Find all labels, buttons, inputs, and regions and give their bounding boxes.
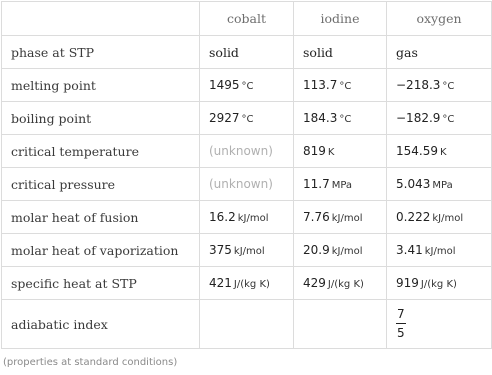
table-row-critical-temperature [2,135,492,168]
table-row-specific-heat [2,267,492,300]
unit: °C [241,81,254,92]
value: 5.043 [396,177,431,191]
column-header-iodine: iodine [294,2,387,36]
value: 1495 [209,78,240,92]
unit: °C [339,81,352,92]
value: 429 [303,276,326,290]
value: 16.2 [209,210,236,224]
cell-melting-oxygen [387,69,492,102]
fraction [396,307,406,340]
header-row [2,2,492,36]
cell-crit-temp-iodine [294,135,387,168]
unit: kJ/mol [331,246,363,257]
row-label-boiling-point: boiling point [2,102,200,135]
cell-melting-cobalt [200,69,294,102]
cell-crit-press-iodine [294,168,387,201]
cell-adiabatic-cobalt [200,300,294,349]
unknown-value: (unknown) [209,177,273,191]
table-row-melting-point [2,69,492,102]
unit: J/(kg K) [327,279,364,290]
unit: kJ/mol [432,213,464,224]
cell-adiabatic-oxygen [387,300,492,349]
cell-crit-press-oxygen [387,168,492,201]
value: 11.7 [303,177,330,191]
row-label-adiabatic-index: adiabatic index [2,300,200,349]
cell-specheat-iodine [294,267,387,300]
unknown-value: (unknown) [209,144,273,158]
value: 375 [209,243,232,257]
cell-vapor-cobalt [200,234,294,267]
unit: °C [339,114,352,125]
value: 919 [396,276,419,290]
table-row-phase [2,36,492,69]
value: −182.9 [396,111,441,125]
unit: °C [442,114,455,125]
value: 3.41 [396,243,423,257]
cell-boiling-oxygen [387,102,492,135]
table-row-adiabatic-index [2,300,492,349]
table-row-heat-of-fusion [2,201,492,234]
row-label-melting-point: melting point [2,69,200,102]
cell-adiabatic-iodine [294,300,387,349]
value: 113.7 [303,78,338,92]
corner-cell [2,2,200,36]
unit: kJ/mol [233,246,265,257]
cell-fusion-cobalt [200,201,294,234]
cell-specheat-cobalt [200,267,294,300]
unit: J/(kg K) [233,279,270,290]
cell-crit-temp-cobalt [200,135,294,168]
cell-fusion-oxygen [387,201,492,234]
cell-phase-iodine: solid [294,36,387,69]
unit: K [440,147,447,158]
cell-phase-cobalt: solid [200,36,294,69]
cell-boiling-cobalt [200,102,294,135]
cell-vapor-oxygen [387,234,492,267]
row-label-phase: phase at STP [2,36,200,69]
fraction-denominator: 5 [397,325,405,340]
unit: MPa [331,180,353,191]
cell-fusion-iodine [294,201,387,234]
fraction-numerator: 7 [396,307,406,324]
row-label-heat-of-vaporization: molar heat of vaporization [2,234,200,267]
column-header-cobalt: cobalt [200,2,294,36]
row-label-specific-heat: specific heat at STP [2,267,200,300]
value: 184.3 [303,111,338,125]
cell-phase-oxygen: gas [387,36,492,69]
cell-melting-iodine [294,69,387,102]
table-row-critical-pressure [2,168,492,201]
row-label-critical-pressure: critical pressure [2,168,200,201]
value: 421 [209,276,232,290]
unit: MPa [432,180,453,191]
cell-crit-temp-oxygen [387,135,492,168]
unit: °C [442,81,455,92]
cell-boiling-iodine [294,102,387,135]
unit: kJ/mol [331,213,363,224]
unit: kJ/mol [424,246,456,257]
unit: J/(kg K) [420,279,457,290]
cell-specheat-oxygen [387,267,492,300]
column-header-oxygen: oxygen [387,2,492,36]
cell-vapor-iodine [294,234,387,267]
value: 20.9 [303,243,330,257]
value: 2927 [209,111,240,125]
value: 819 [303,144,326,158]
unit: kJ/mol [237,213,269,224]
properties-table [1,1,492,349]
value: 0.222 [396,210,431,224]
value: −218.3 [396,78,441,92]
table-row-boiling-point [2,102,492,135]
cell-crit-press-cobalt [200,168,294,201]
row-label-critical-temperature: critical temperature [2,135,200,168]
footnote: (properties at standard conditions) [3,357,178,368]
value: 154.59 [396,144,438,158]
row-label-heat-of-fusion: molar heat of fusion [2,201,200,234]
unit: °C [241,114,254,125]
unit: K [327,147,335,158]
table-row-heat-of-vaporization [2,234,492,267]
value: 7.76 [303,210,330,224]
